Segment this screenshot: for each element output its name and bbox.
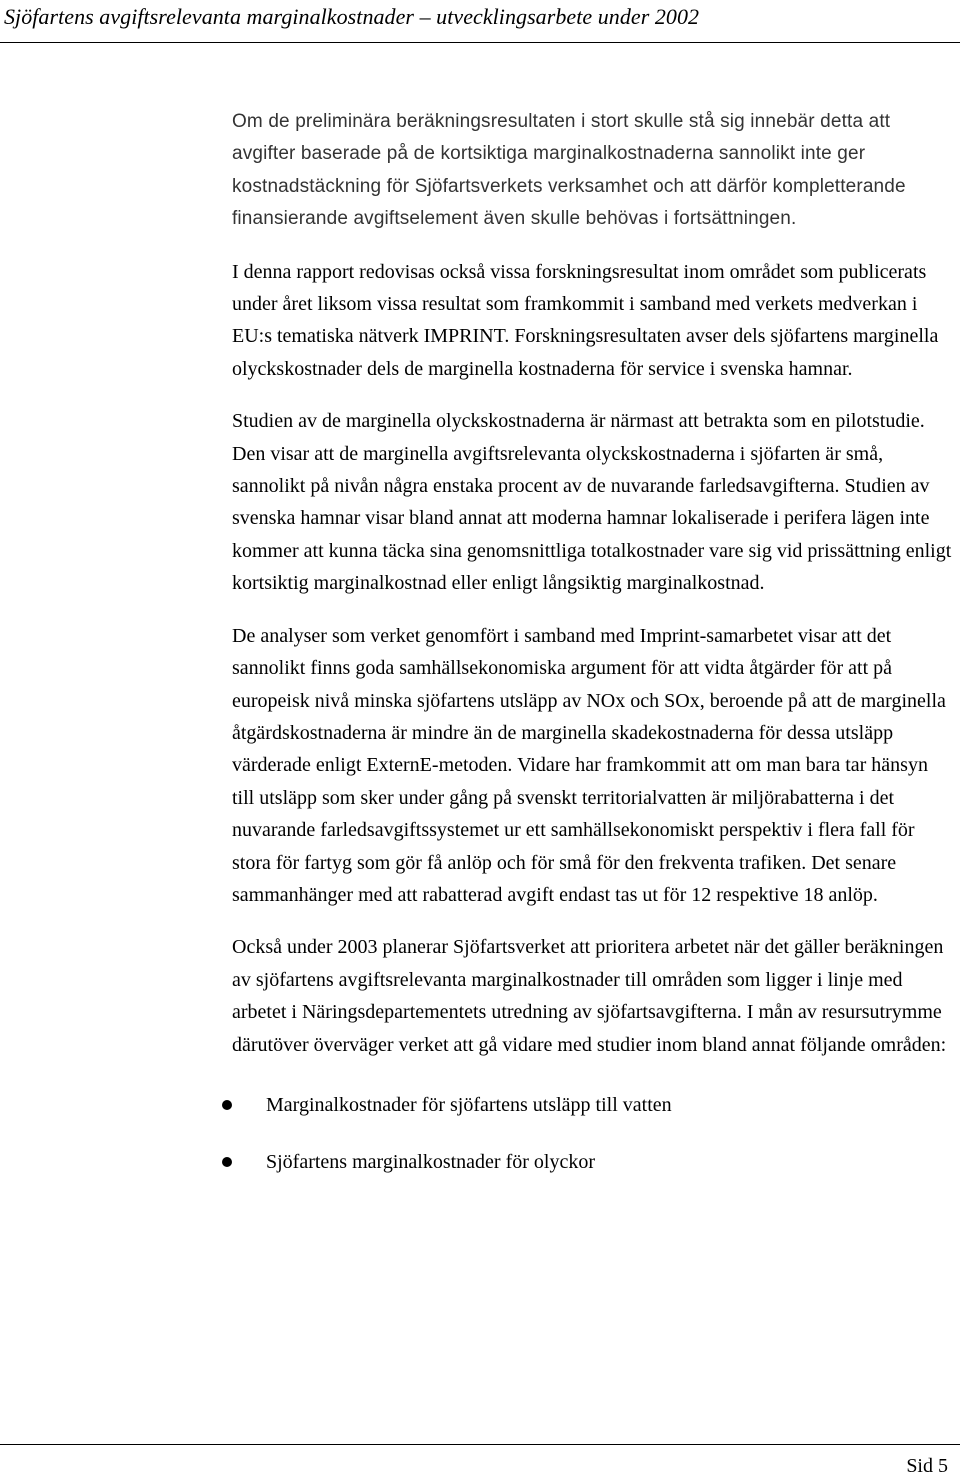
page-footer — [0, 1440, 960, 1475]
paragraph: Om de preliminära beräkningsresultaten i stort skulle stå sig innebär detta att avgifter baserade på de kortsiktiga marginalkostnaderna sannolikt inte ger kostnadstäckning för Sjöfartsverkets verksamhet och att därför kompletterande finansierande avgiftselement även skulle behövas i fortsättningen. — [232, 111, 906, 230]
header-rule — [0, 42, 960, 43]
paragraph: De analyser som verket genomfört i samband med Imprint-samarbetet visar att det sannolikt finns goda samhällsekonomiska argument för att vidta åtgärder för att på europeisk nivå minska sjöfartens utsläpp av NOx och SOx, beroende på att de marginella åtgärdskostnaderna är mindre än de marginella skadekostnaderna för dessa utsläpp värderade enligt ExternE-metoden. Vidare har framkommit att om man bara tar hänsyn till utsläpp som sker under gång på svenskt territorialvatten är miljörabatterna i det nuvarande farledsavgiftssystemet ur ett samhällsekonomiskt perspektiv i flera fall för stora för fartyg som gör få anlöp och för små för den frekventa trafiken. Det senare sammanhänger med att rabatterad avgift endast tas ut för 12 respektive 18 anlöp. — [232, 624, 946, 906]
page-number: Sid 5 — [906, 1455, 948, 1477]
document-body — [232, 106, 955, 1203]
header-title: Sjöfartens avgiftsrelevanta marginalkostnader – utvecklingsarbete under 2002 — [4, 4, 700, 29]
list-item — [232, 1089, 955, 1121]
bullet-icon — [222, 1157, 232, 1167]
footer-rule — [0, 1444, 960, 1445]
bullet-list — [232, 1089, 955, 1178]
bullet-icon — [222, 1100, 232, 1110]
paragraph: Studien av de marginella olyckskostnaderna är närmast att betrakta som en pilotstudie. Den visar att de marginella avgiftsrelevanta olyckskostnaderna i sjöfarten är små, sannolikt på nivån några enstaka procent av de nuvarande farledsavgifterna. Studien av svenska hamnar visar bland annat att moderna hamnar lokaliserade i perifera lägen inte kommer att kunna täcka sina genomsnittliga totalkostnader vare sig vid prissättning enligt kortsiktig marginalkostnad eller enligt långsiktig marginalkostnad. — [232, 410, 952, 595]
paragraph: I denna rapport redovisas också vissa forskningsresultat inom området som publicerats under året liksom vissa resultat som framkommit i samband med verkets medverkan i EU:s tematiska nätverk IMPRINT. Forskningsresultaten avser dels sjöfartens marginella olyckskostnader dels de marginella kostnaderna för service i svenska hamnar. — [232, 260, 939, 380]
list-item — [232, 1146, 955, 1178]
paragraph: Också under 2003 planerar Sjöfartsverket att prioritera arbetet när det gäller beräkningen av sjöfartens avgiftsrelevanta marginalkostnader till områden som ligger i linje med arbetet i Näringsdepartementets utredning av sjöfartsavgifterna. I mån av resursutrymme därutöver överväger verket att gå vidare med studier inom bland annat följande områden: — [232, 936, 947, 1056]
list-item-text: Sjöfartens marginalkostnader för olyckor — [266, 1150, 595, 1173]
list-item-text: Marginalkostnader för sjöfartens utsläpp till vatten — [266, 1093, 672, 1116]
page-header — [0, 0, 960, 44]
